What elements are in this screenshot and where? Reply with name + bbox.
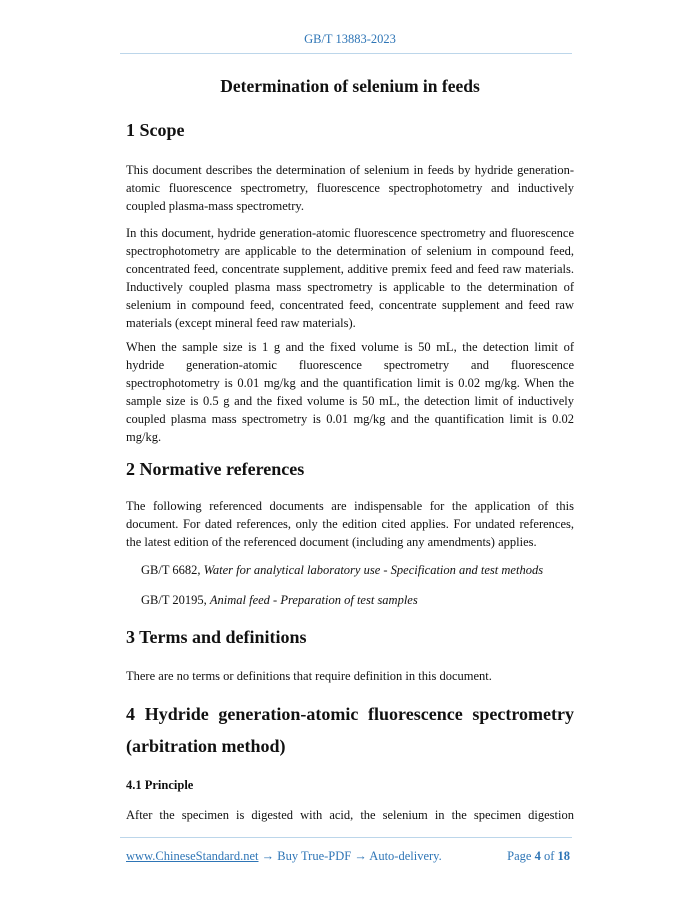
page-title: Determination of selenium in feeds bbox=[220, 76, 480, 96]
section-2-heading: 2 Normative references bbox=[126, 459, 305, 479]
section-1-heading: 1 Scope bbox=[126, 120, 185, 140]
scope-paragraph-1: This document describes the determination of selenium in feeds by hydride generation-atomic fluorescence spectrometry, fluorescence spectrophotometry and inductively coupled plasma-mass spectrometry. bbox=[126, 163, 574, 213]
page-indicator bbox=[507, 849, 570, 864]
page-number: 4 bbox=[534, 849, 541, 863]
reference-item bbox=[141, 593, 589, 608]
reference-title: Water for analytical laboratory use - Specification and test methods bbox=[203, 563, 544, 577]
subsection-4-1-heading: 4.1 Principle bbox=[126, 778, 194, 792]
reference-item bbox=[141, 563, 589, 578]
principle-paragraph: After the specimen is digested with acid, the selenium in the specimen digestion bbox=[126, 808, 574, 822]
page-label: Page bbox=[507, 849, 535, 863]
footer bbox=[126, 849, 570, 864]
normative-paragraph: The following referenced documents are indispensable for the application of this document. For dated references, only the edition cited applies. For undated references, the latest edition of the referenced document (including any amendments) applies. bbox=[126, 499, 574, 549]
page-total: 18 bbox=[557, 849, 570, 863]
reference-code: GB/T 20195, bbox=[141, 593, 210, 607]
footer-divider bbox=[120, 837, 572, 838]
principle-paragraph-clip bbox=[126, 806, 574, 826]
terms-paragraph: There are no terms or definitions that require definition in this document. bbox=[126, 669, 492, 683]
footer-left bbox=[126, 849, 442, 864]
reference-code: GB/T 6682, bbox=[141, 563, 204, 577]
section-4-heading-line2: (arbitration method) bbox=[126, 736, 286, 756]
scope-paragraph-3: When the sample size is 1 g and the fixed volume is 50 mL, the detection limit of hydride generation-atomic fluorescence spectrometry and fluorescence spectrophotometry is 0.01 mg/kg and the quantification limit is 0.02 mg/kg. When the sample size is 0.5 g and the fixed volume is 50 mL, the detection limit of inductively coupled plasma mass spectrometry is 0.01 mg/kg and the quantification limit is 0.02 mg/kg. bbox=[126, 340, 574, 444]
scope-paragraph-2: In this document, hydride generation-atomic fluorescence spectrometry and fluorescence spectrophotometry are applicable to the determination of selenium in compound feed, concentrated feed, concentrate supplement, additive premix feed and feed raw materials. Inductively coupled plasma mass spectrometry is applicable to the determination of selenium in compound feed, concentrated feed, concentrate supplement and feed raw materials (except mineral feed raw materials). bbox=[126, 226, 574, 330]
document-number: GB/T 13883-2023 bbox=[304, 32, 396, 46]
header-divider bbox=[120, 53, 572, 54]
section-4-heading-line1: 4 Hydride generation-atomic fluorescence spectrometry bbox=[126, 704, 574, 724]
reference-title: Animal feed - Preparation of test samples bbox=[209, 593, 418, 607]
website-link[interactable]: www.ChineseStandard.net bbox=[126, 849, 259, 863]
page-of: of bbox=[540, 849, 558, 863]
footer-tagline: → Buy True-PDF → Auto-delivery. bbox=[258, 849, 442, 863]
section-3-heading: 3 Terms and definitions bbox=[126, 627, 307, 647]
